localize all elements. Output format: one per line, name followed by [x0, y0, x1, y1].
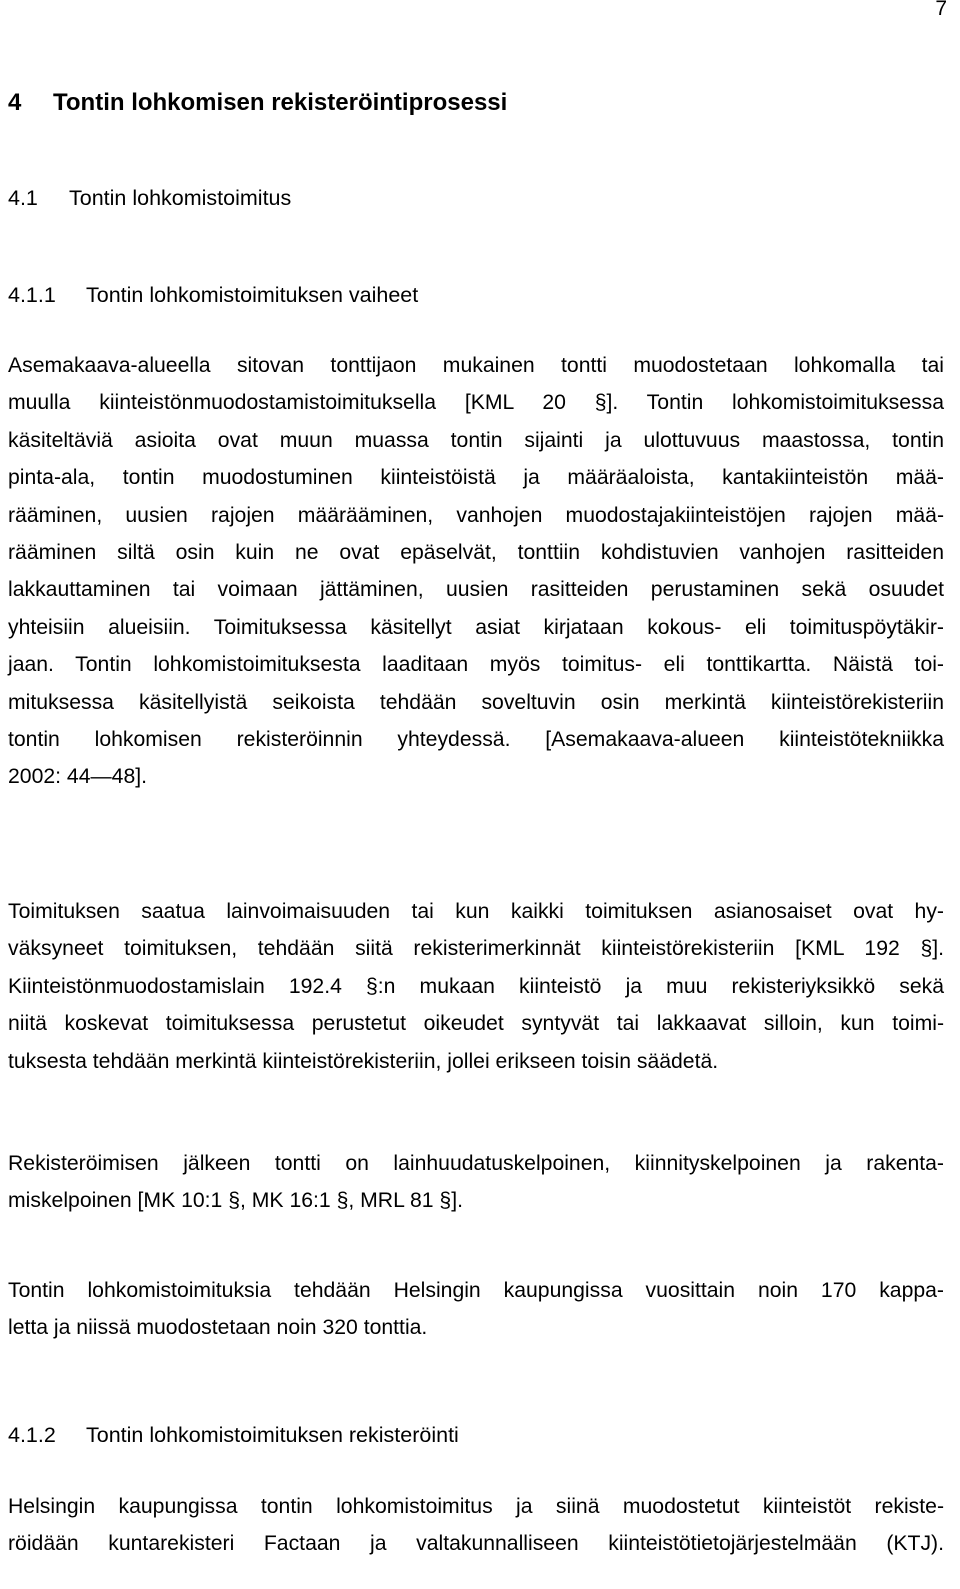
- section-title: Tontin lohkomistoimitus: [69, 186, 292, 210]
- text-line: väksyneet toimituksen, tehdään siitä rekisterimerkinnät kiinteistörekisteriin [KML 192 §].: [8, 937, 944, 961]
- subsection-title: Tontin lohkomistoimituksen vaiheet: [86, 283, 419, 307]
- text-line: Asemakaava-alueella sitovan tonttijaon mukainen tontti muodostetaan lohkomalla tai: [8, 354, 944, 377]
- text-line: mituksessa käsitellyistä seikoista tehdään soveltuvin osin merkintä kiinteistörekisteriin: [8, 690, 944, 714]
- subsection-heading-2: [8, 1423, 459, 1448]
- subsection-title: Tontin lohkomistoimituksen rekisteröinti: [86, 1423, 459, 1447]
- chapter-title: Tontin lohkomisen rekisteröintiprosessi: [53, 89, 508, 116]
- paragraph-4: [8, 1272, 944, 1347]
- text-line: Tontin lohkomistoimituksia tehdään Helsingin kaupungissa vuosittain noin 170 kappa-: [8, 1279, 944, 1302]
- text-line: rääminen siltä osin kuin ne ovat epäselvät, tonttiin kohdistuvien vanhojen rasitteiden: [8, 540, 944, 564]
- text-line: lakkauttaminen tai voimaan jättäminen, uusien rasitteiden perustaminen sekä osuudet: [8, 578, 944, 602]
- text-line: miskelpoinen [MK 10:1 §, MK 16:1 §, MRL 81 §].: [8, 1189, 463, 1213]
- text-line: Rekisteröimisen jälkeen tontti on lainhuudatuskelpoinen, kiinnityskelpoinen ja rakenta-: [8, 1152, 944, 1175]
- section-number: 4.1: [8, 186, 38, 210]
- text-line: rääminen, uusien rajojen määrääminen, vanhojen muodostajakiinteistöjen rajojen mää-: [8, 503, 944, 527]
- paragraph-1: [8, 347, 944, 796]
- paragraph-2: [8, 893, 944, 1080]
- text-line: niitä koskevat toimituksessa perustetut oikeudet syntyvät tai lakkaavat silloin, kun toimi-: [8, 1012, 944, 1036]
- text-line: 2002: 44—48].: [8, 765, 148, 789]
- text-line: letta ja niissä muodostetaan noin 320 tonttia.: [8, 1316, 428, 1340]
- page-number: 7: [935, 0, 947, 20]
- text-line: tuksesta tehdään merkintä kiinteistörekisteriin, jollei erikseen toisin säädetä.: [8, 1049, 719, 1073]
- text-line: pinta-ala, tontin muodostuminen kiinteistöistä ja määräaloista, kantakiinteistön mää-: [8, 466, 944, 490]
- paragraph-5: [8, 1488, 944, 1563]
- section-heading: [8, 186, 291, 211]
- text-line: yhteisiin alueisiin. Toimituksessa käsitellyt asiat kirjataan kokous- eli toimituspöytäkir-: [8, 615, 944, 639]
- text-line: Helsingin kaupungissa tontin lohkomistoimitus ja siinä muodostetut kiinteistöt rekiste-: [8, 1495, 944, 1518]
- chapter-heading: [8, 89, 507, 117]
- subsection-heading-1: [8, 283, 418, 308]
- paragraph-3: [8, 1145, 944, 1220]
- text-line: tontin lohkomisen rekisteröinnin yhteydessä. [Asemakaava-alueen kiinteistötekniikka: [8, 727, 944, 751]
- subsection-number: 4.1.2: [8, 1423, 56, 1447]
- text-line: Toimituksen saatua lainvoimaisuuden tai kun kaikki toimituksen asianosaiset ovat hy-: [8, 900, 944, 923]
- text-line: muulla kiinteistönmuodostamistoimituksella [KML 20 §]. Tontin lohkomistoimituksessa: [8, 391, 944, 415]
- text-line: jaan. Tontin lohkomistoimituksesta laaditaan myös toimitus- eli tonttikartta. Näistä toi-: [8, 653, 944, 677]
- chapter-number: 4: [8, 89, 22, 116]
- text-line: Kiinteistönmuodostamislain 192.4 §:n mukaan kiinteistö ja muu rekisteriyksikkö sekä: [8, 974, 944, 998]
- subsection-number: 4.1.1: [8, 283, 56, 307]
- text-line: röidään kuntarekisteri Factaan ja valtakunnalliseen kiinteistötietojärjestelmään (KTJ).: [8, 1532, 944, 1556]
- text-line: käsiteltäviä asioita ovat muun muassa tontin sijainti ja ulottuvuus maastossa, tontin: [8, 428, 944, 452]
